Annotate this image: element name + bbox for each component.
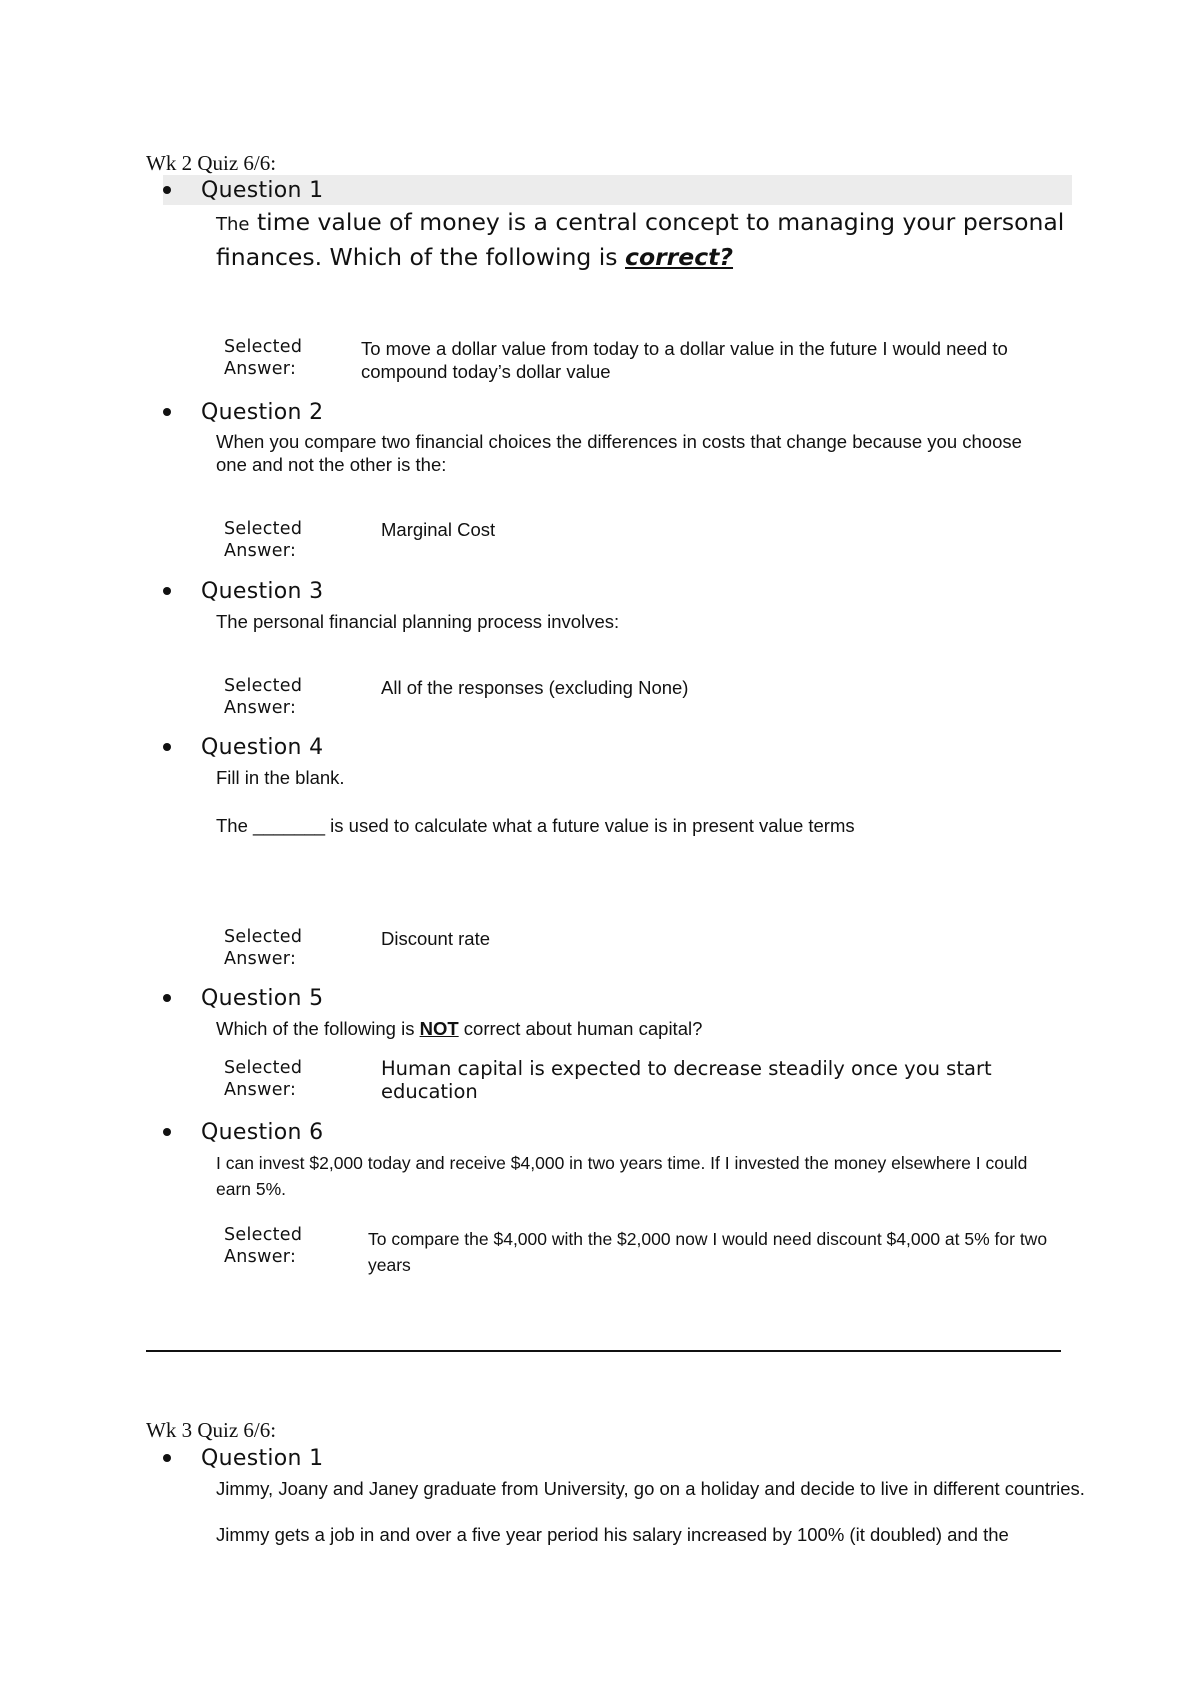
bullet-icon bbox=[163, 587, 171, 595]
bullet-icon bbox=[163, 1128, 171, 1136]
bullet-icon bbox=[163, 743, 171, 751]
wk2-question-2-heading bbox=[163, 397, 323, 427]
wk2-question-4-heading bbox=[163, 732, 323, 762]
wk3-question-1-heading bbox=[163, 1443, 323, 1473]
wk2-question-3-answer: All of the responses (excluding None) bbox=[381, 677, 689, 698]
question-label: Question 2 bbox=[201, 399, 324, 425]
wk2-question-1-heading bbox=[163, 175, 1072, 205]
wk2-quiz-title: Wk 2 Quiz 6/6: bbox=[146, 151, 277, 175]
wk2-question-5-text: Which of the following is NOT correct about human capital? bbox=[216, 1018, 703, 1039]
wk2-question-6-heading bbox=[163, 1117, 323, 1147]
question-label: Question 6 bbox=[201, 1119, 324, 1145]
bullet-icon bbox=[163, 408, 171, 416]
wk2-question-1-text: The time value of money is a central concept to managing your personal finances. Which of the following is correct? bbox=[216, 208, 1065, 271]
question-label: Question 5 bbox=[201, 985, 324, 1011]
bullet-icon bbox=[163, 994, 171, 1002]
section-divider bbox=[146, 1350, 1061, 1352]
selected-answer-label: Selected Answer: bbox=[224, 1058, 303, 1100]
bullet-icon bbox=[163, 1454, 171, 1462]
selected-answer-label: Selected Answer: bbox=[224, 519, 303, 561]
wk2-question-2-text: When you compare two financial choices the differences in costs that change because you choose one and not the other is the: bbox=[216, 431, 1022, 475]
wk2-question-3-text: The personal financial planning process involves: bbox=[216, 611, 620, 632]
wk2-question-6-answer: To compare the $4,000 with the $2,000 now I would need discount $4,000 at 5% for two years bbox=[368, 1229, 1048, 1275]
wk3-quiz-title: Wk 3 Quiz 6/6: bbox=[146, 1418, 277, 1442]
question-label: Question 3 bbox=[201, 578, 324, 604]
wk2-question-4-text: Fill in the blank. bbox=[216, 767, 345, 788]
wk3-question-1-text-continued: Jimmy gets a job in and over a five year period his salary increased by 100% (it doubled) and the bbox=[216, 1524, 1009, 1545]
wk2-question-3-heading bbox=[163, 576, 323, 606]
wk2-question-5-heading bbox=[163, 983, 323, 1013]
question-label: Question 1 bbox=[201, 1445, 324, 1471]
wk2-question-1-answer: To move a dollar value from today to a dollar value in the future I would need to compound today’s dollar value bbox=[361, 338, 1008, 382]
wk2-question-5-answer: Human capital is expected to decrease steadily once you start education bbox=[381, 1057, 992, 1103]
selected-answer-label: Selected Answer: bbox=[224, 1225, 303, 1267]
wk2-question-6-text: I can invest $2,000 today and receive $4,000 in two years time. If I invested the money elsewhere I could earn 5%. bbox=[216, 1153, 1028, 1199]
wk3-question-1-text: Jimmy, Joany and Janey graduate from University, go on a holiday and decide to live in different countries. bbox=[216, 1478, 1085, 1499]
selected-answer-label: Selected Answer: bbox=[224, 676, 303, 718]
wk2-question-2-answer: Marginal Cost bbox=[381, 519, 496, 540]
question-label: Question 1 bbox=[201, 177, 324, 203]
question-label: Question 4 bbox=[201, 734, 324, 760]
selected-answer-label: Selected Answer: bbox=[224, 927, 303, 969]
selected-answer-label: Selected Answer: bbox=[224, 337, 303, 379]
bullet-icon bbox=[163, 186, 171, 194]
wk2-question-4-answer: Discount rate bbox=[381, 928, 490, 949]
emphasis-not: NOT bbox=[419, 1018, 459, 1039]
wk2-question-4-fill-in-text: The _______ is used to calculate what a future value is in present value terms bbox=[216, 815, 855, 836]
